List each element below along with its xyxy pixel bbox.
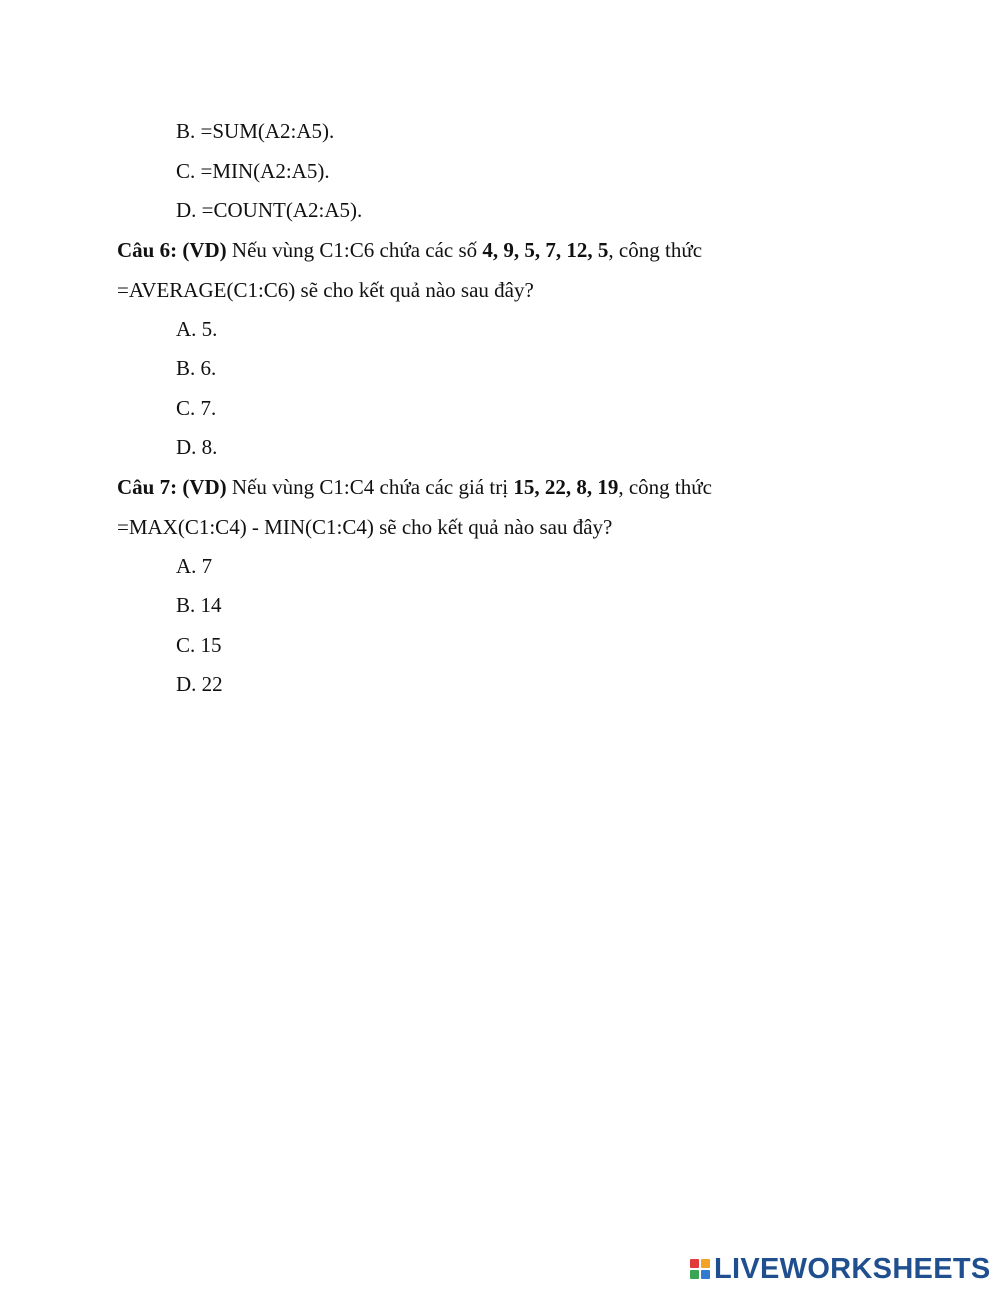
- q6-label: Câu 6:: [117, 238, 178, 262]
- q6-text-b: , công thức: [608, 238, 703, 262]
- logo-block-orange: [701, 1259, 710, 1268]
- q7-values: 15, 22, 8, 19: [513, 475, 619, 499]
- q7-option-d: D. 22: [176, 672, 223, 696]
- q6-option-a: A. 5.: [176, 317, 218, 341]
- q7-option-b: B. 14: [176, 593, 222, 617]
- q7-option-a: A. 7: [176, 554, 213, 578]
- logo-block-red: [690, 1259, 699, 1268]
- logo-block-green: [690, 1270, 699, 1279]
- logo-block-blue: [701, 1270, 710, 1279]
- q6-option-b: B. 6.: [176, 356, 217, 380]
- q6-level: (VD): [182, 238, 227, 262]
- q5-option-b: B. =SUM(A2:A5).: [176, 119, 335, 143]
- q5-option-d: D. =COUNT(A2:A5).: [176, 198, 363, 222]
- q6-option-d: D. 8.: [176, 435, 218, 459]
- q7-text-a: Nếu vùng C1:C4 chứa các giá trị: [226, 475, 514, 499]
- q6-stem-line1: [117, 237, 702, 263]
- liveworksheets-logo-icon: [690, 1259, 710, 1279]
- q7-text-b: , công thức: [618, 475, 712, 499]
- q6-stem-line2: =AVERAGE(C1:C6) sẽ cho kết quả nào sau đây?: [117, 278, 534, 302]
- q7-label: Câu 7:: [117, 475, 178, 499]
- q7-level: (VD): [182, 475, 227, 499]
- liveworksheets-logo: [690, 1253, 991, 1285]
- q7-option-c: C. 15: [176, 633, 222, 657]
- q6-text-a: Nếu vùng C1:C6 chứa các số: [226, 238, 483, 262]
- q5-option-c: C. =MIN(A2:A5).: [176, 159, 330, 183]
- q6-values: 4, 9, 5, 7, 12, 5: [482, 238, 609, 262]
- q6-option-c: C. 7.: [176, 396, 217, 420]
- q7-stem-line2: =MAX(C1:C4) - MIN(C1:C4) sẽ cho kết quả nào sau đây?: [117, 515, 613, 539]
- q7-stem-line1: [117, 474, 712, 500]
- logo-text: LIVEWORKSHEETS: [714, 1253, 991, 1285]
